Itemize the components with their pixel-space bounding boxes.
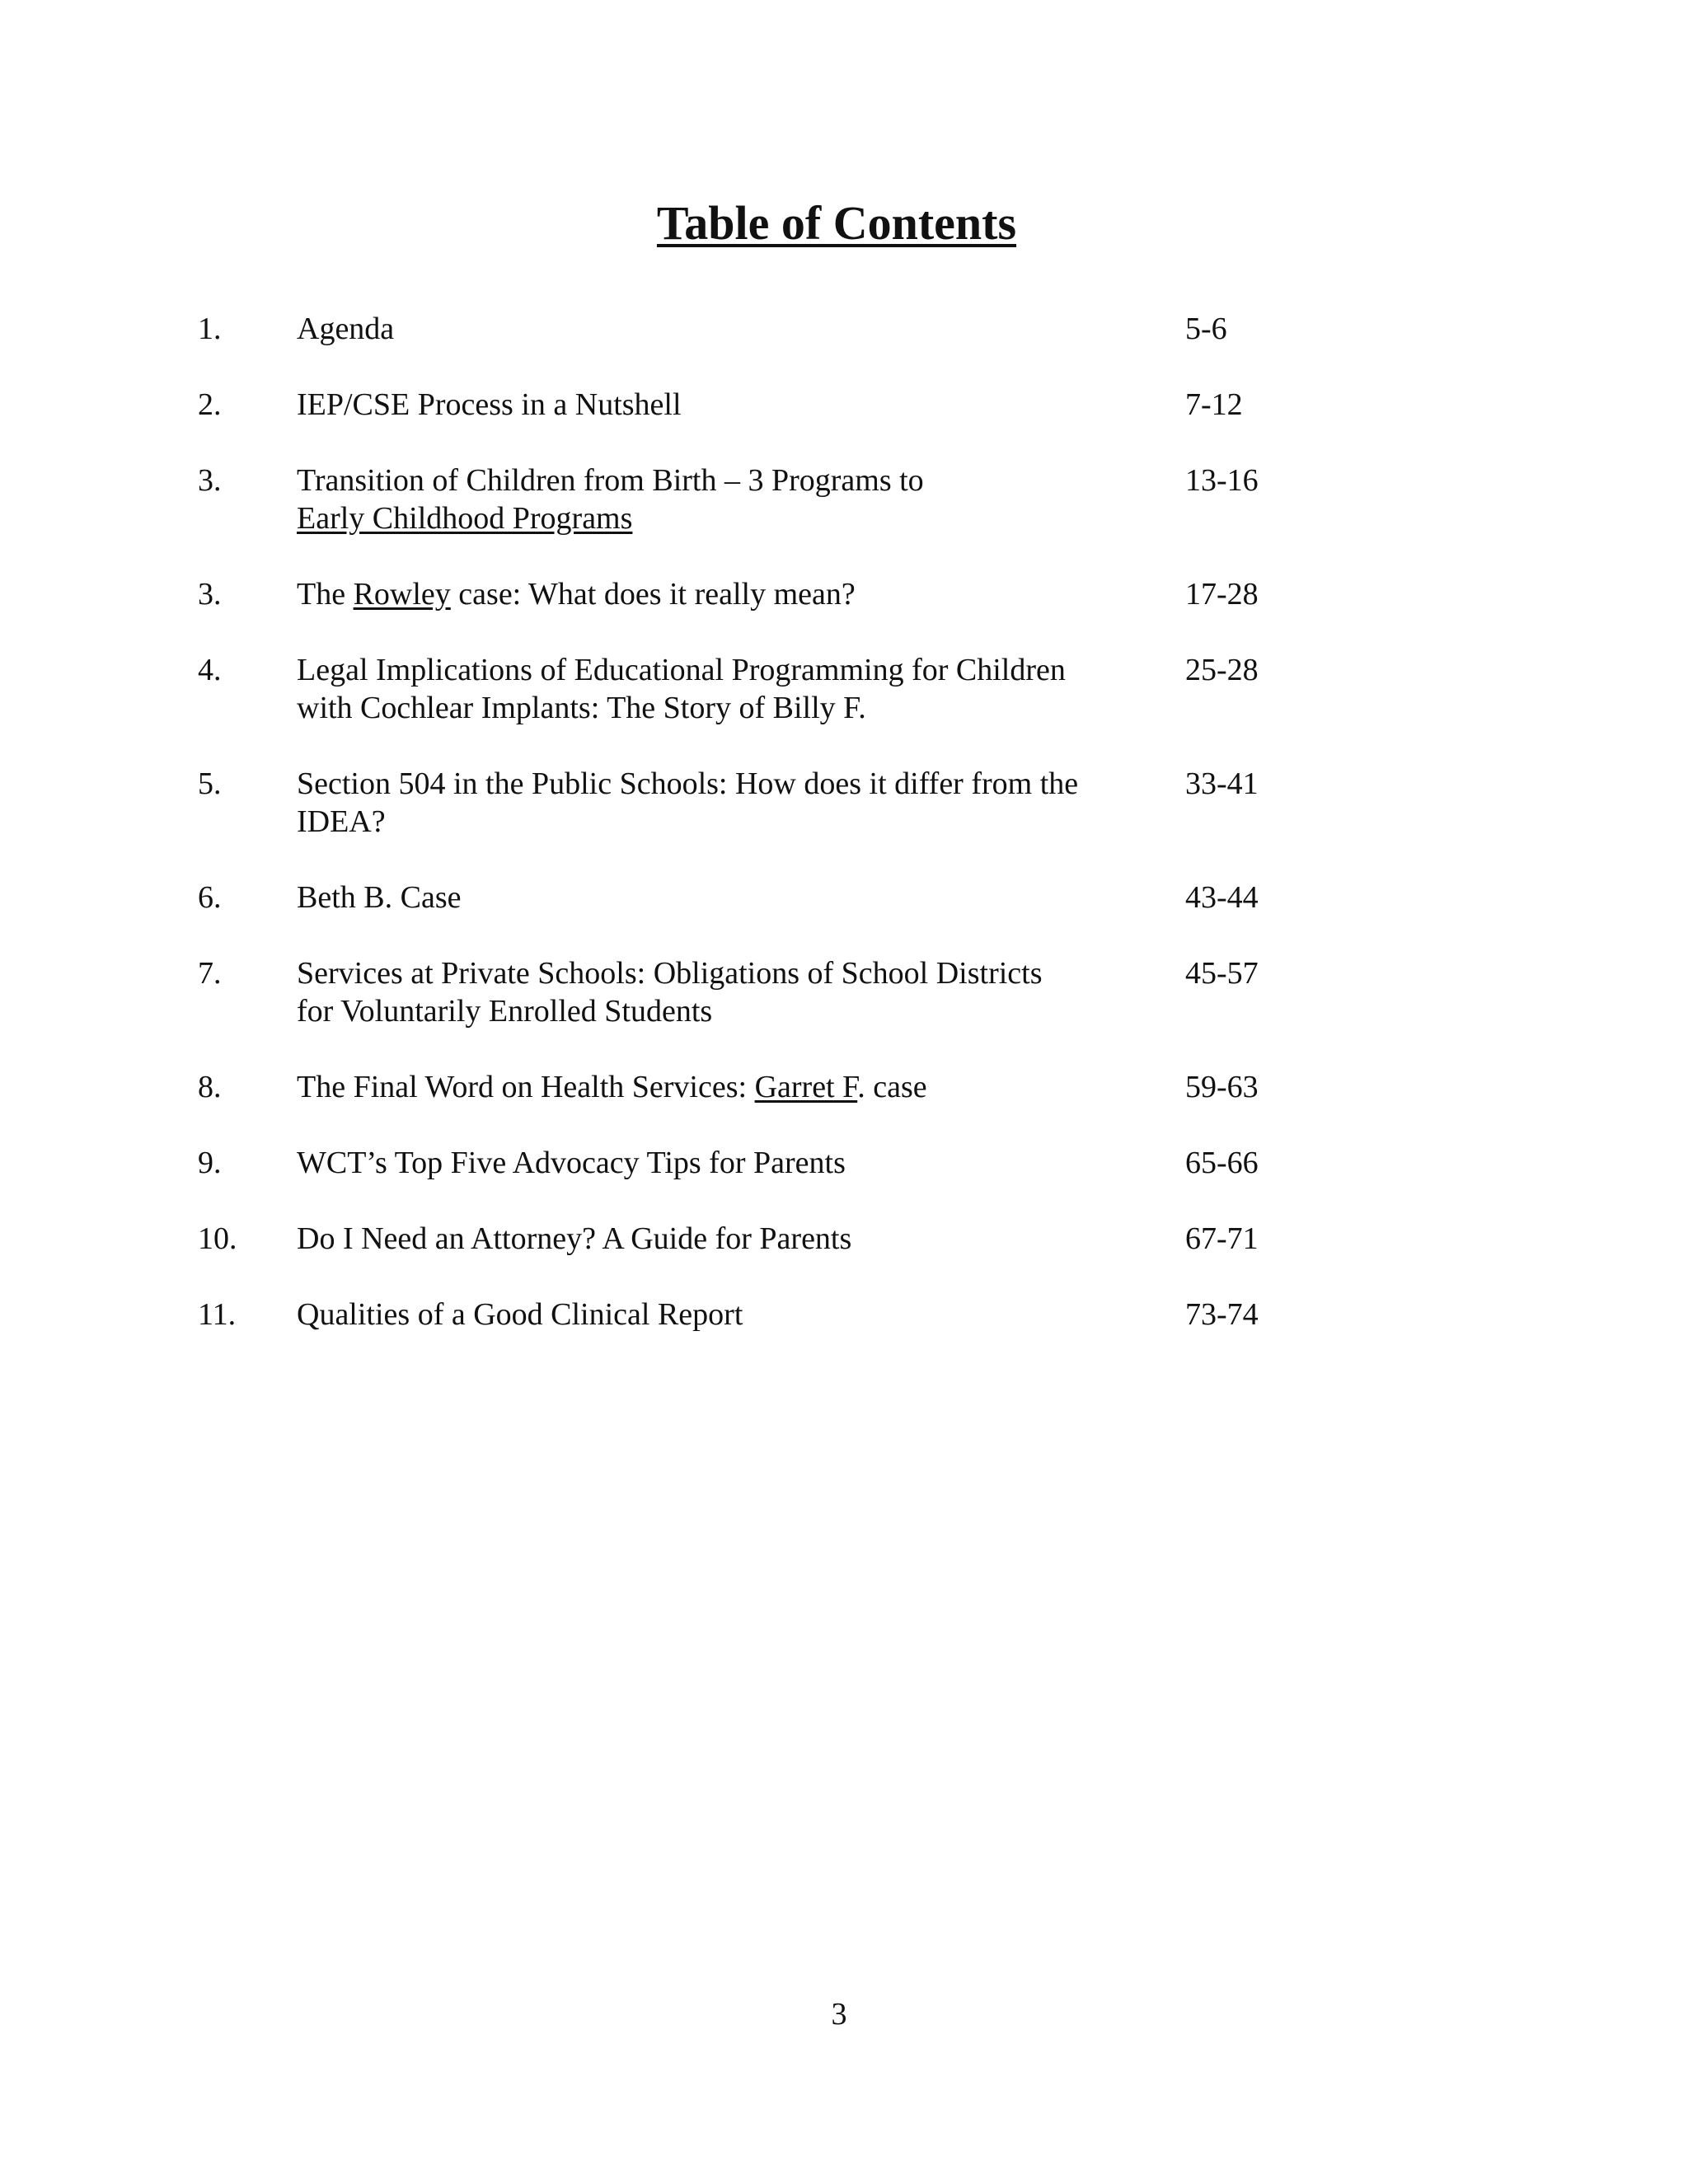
entry-title: [297, 1068, 1137, 1106]
toc-entry: [0, 462, 1688, 537]
case-name-underlined: Rowley: [353, 577, 451, 612]
entry-pages: 33-41: [1185, 766, 1259, 801]
entry-pages: 67-71: [1185, 1221, 1259, 1256]
entry-title-line: IDEA?: [297, 804, 386, 839]
entry-pages: 59-63: [1185, 1070, 1259, 1104]
entry-title: [297, 1144, 1137, 1182]
entry-number: 3.: [198, 463, 222, 498]
entry-title-line: Agenda: [297, 312, 395, 346]
toc-entry: [0, 310, 1688, 348]
entry-number: 9.: [198, 1146, 222, 1180]
entry-title: [297, 1220, 1137, 1258]
entry-number: 2.: [198, 387, 222, 422]
entry-title: [297, 1296, 1137, 1333]
entry-title-line: Qualities of a Good Clinical Report: [297, 1297, 743, 1332]
entry-title-line: Beth B. Case: [297, 880, 462, 915]
entry-title-suffix: case: What does it really mean?: [450, 577, 856, 612]
entry-title-prefix: The Final Word on Health Services:: [297, 1070, 755, 1104]
toc-entry: [0, 651, 1688, 727]
entry-title-line-underlined: Early Childhood Programs: [297, 501, 633, 536]
case-name-underlined: Garret F: [754, 1070, 858, 1104]
entry-title-line: with Cochlear Implants: The Story of Billy F.: [297, 691, 866, 725]
entry-pages: 65-66: [1185, 1146, 1259, 1180]
entry-pages: 5-6: [1185, 312, 1227, 346]
entry-number: 1.: [198, 312, 222, 346]
entry-number: 7.: [198, 956, 222, 991]
entry-title: [297, 651, 1137, 727]
toc-entry: [0, 765, 1688, 841]
entry-number: 8.: [198, 1070, 222, 1104]
entry-title-line: [297, 575, 1137, 613]
toc-entry: [0, 1220, 1688, 1258]
entry-pages: 43-44: [1185, 880, 1259, 915]
entry-pages: 17-28: [1185, 577, 1259, 612]
toc-entry: [0, 1144, 1688, 1182]
entry-title: [297, 765, 1137, 841]
entry-title: [297, 575, 1137, 613]
toc-entry: [0, 1296, 1688, 1333]
entry-title-line: Services at Private Schools: Obligations of School Districts: [297, 956, 1043, 991]
entry-number: 11.: [198, 1297, 237, 1332]
entry-title-suffix: . case: [857, 1070, 927, 1104]
toc-entry: [0, 954, 1688, 1030]
entry-pages: 45-57: [1185, 956, 1259, 991]
page-number: 3: [831, 1997, 847, 2032]
entry-title-line: [297, 1068, 1137, 1106]
entry-pages: 73-74: [1185, 1297, 1259, 1332]
entry-title-line: Legal Implications of Educational Programming for Children: [297, 653, 1066, 687]
entry-number: 4.: [198, 653, 222, 687]
entry-number: 6.: [198, 880, 222, 915]
entry-title-line: Section 504 in the Public Schools: How does it differ from the: [297, 766, 1079, 801]
entry-title: [297, 879, 1137, 916]
toc-entry: [0, 386, 1688, 424]
entry-title-line: IEP/CSE Process in a Nutshell: [297, 387, 682, 422]
entry-pages: 13-16: [1185, 463, 1259, 498]
entry-number: 10.: [198, 1221, 237, 1256]
entry-pages: 7-12: [1185, 387, 1243, 422]
entry-title: [297, 462, 1137, 537]
entry-title-line: for Voluntarily Enrolled Students: [297, 994, 713, 1029]
entry-title: [297, 954, 1137, 1030]
entry-pages: 25-28: [1185, 653, 1259, 687]
entry-title-line: Transition of Children from Birth – 3 Programs to: [297, 463, 924, 498]
page-title: Table of Contents: [656, 196, 1017, 250]
entry-title-line: WCT’s Top Five Advocacy Tips for Parents: [297, 1146, 846, 1180]
entry-number: 5.: [198, 766, 222, 801]
toc-entry: [0, 879, 1688, 916]
toc-entry: [0, 575, 1688, 613]
entry-number: 3.: [198, 577, 222, 612]
table-of-contents: [0, 310, 1688, 1371]
toc-entry: [0, 1068, 1688, 1106]
entry-title: [297, 386, 1137, 424]
entry-title-line: Do I Need an Attorney? A Guide for Parents: [297, 1221, 852, 1256]
entry-title: [297, 310, 1137, 348]
entry-title-prefix: The: [297, 577, 354, 612]
